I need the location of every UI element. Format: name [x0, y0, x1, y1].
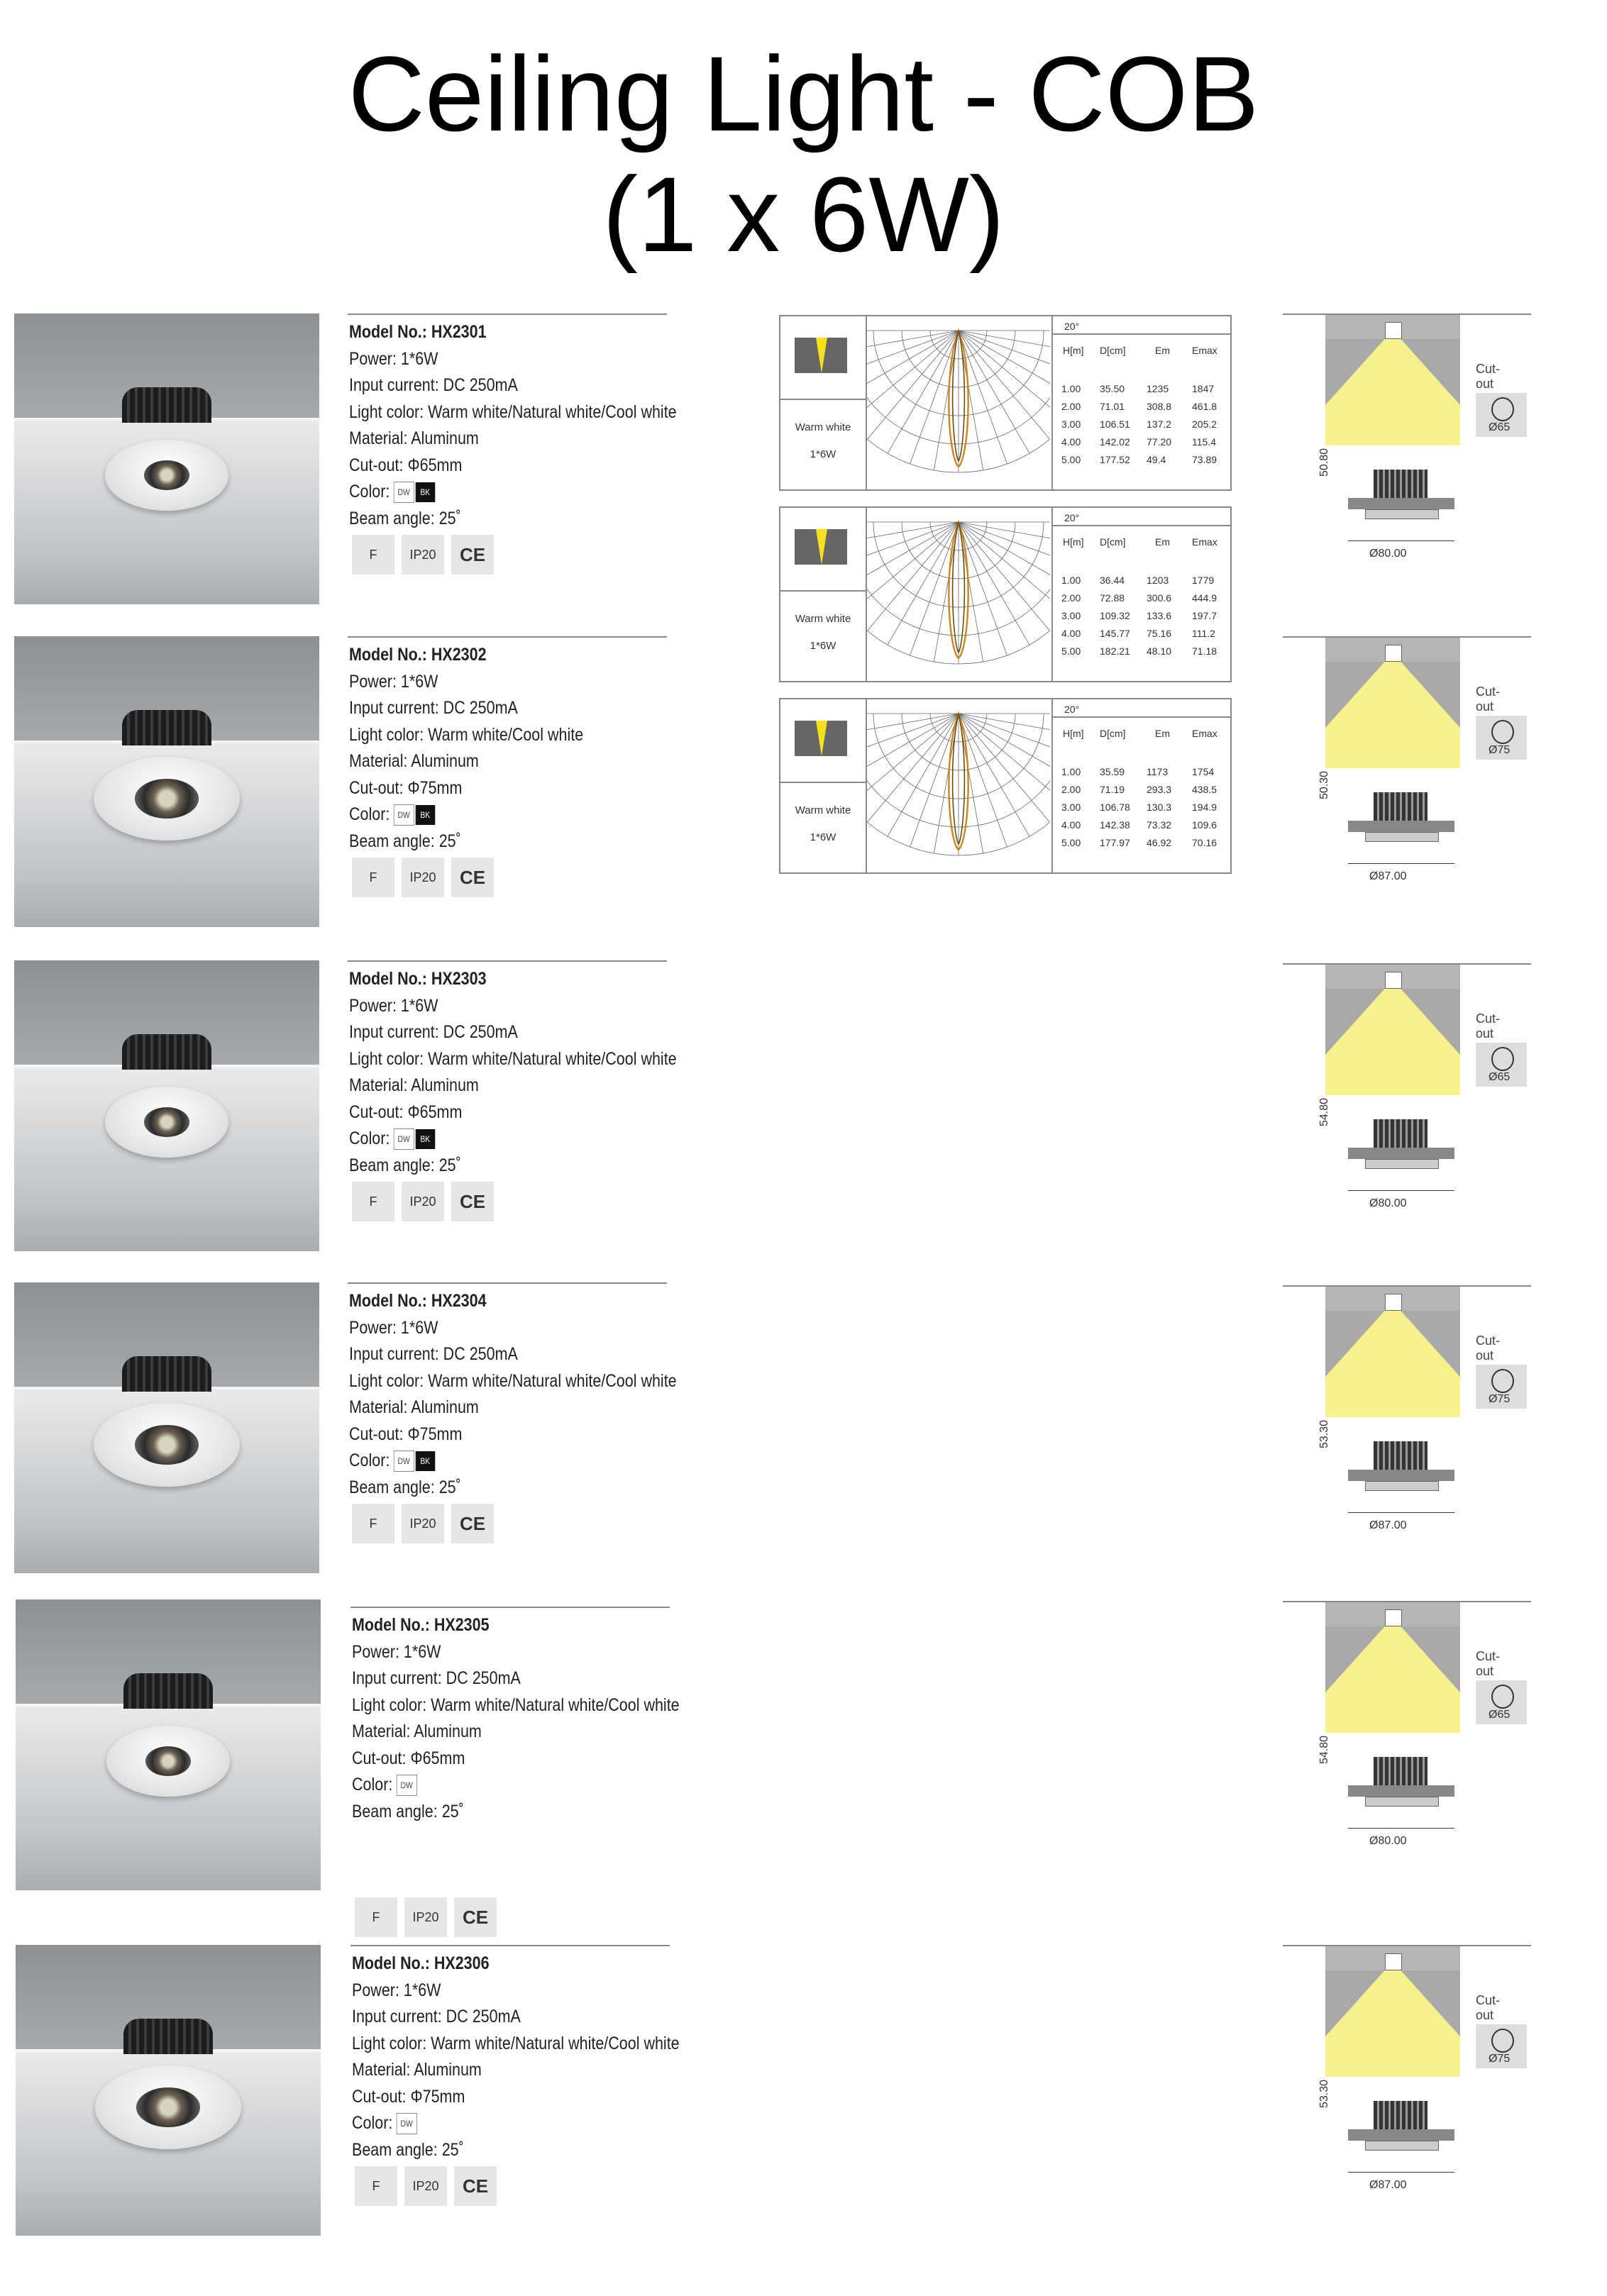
photometric-panel — [779, 698, 1232, 874]
cutout-symbol-icon — [1491, 720, 1514, 744]
cutout-line: Cut-out: Φ65mm — [352, 1748, 465, 1768]
swatch-bk: BK — [415, 1451, 435, 1471]
model-number: HX2302 — [431, 645, 487, 665]
table-cell: 71.18 — [1192, 645, 1217, 657]
cutout-symbol-icon — [1491, 397, 1514, 421]
cutout-box — [1476, 1365, 1527, 1409]
table-angle: 20° — [1064, 321, 1080, 332]
spec-rule — [350, 1945, 670, 1946]
light-trim — [95, 2065, 241, 2149]
fixture-icon — [1385, 972, 1402, 989]
installation-diagram — [1283, 1945, 1511, 2229]
ip-rating-badge: IP20 — [402, 535, 444, 575]
ce-mark-icon: CE — [454, 2166, 497, 2206]
table-cell: 1779 — [1192, 575, 1215, 586]
material-line: Material: Aluminum — [349, 1397, 479, 1417]
heatsink — [122, 1034, 211, 1070]
table-cell: 145.77 — [1100, 628, 1130, 639]
model-number: HX2301 — [431, 322, 487, 342]
photometric-label — [780, 316, 867, 489]
swatch-bk: BK — [415, 482, 435, 502]
model-number: HX2306 — [433, 1953, 490, 1973]
fixture-icon — [1385, 1953, 1402, 1970]
table-cell: 70.16 — [1192, 837, 1217, 848]
swatch-dw: DW — [397, 2113, 417, 2134]
heatsink — [122, 387, 211, 423]
table-cell: 2.00 — [1061, 592, 1081, 604]
height-dimension: 53.30 — [1318, 2079, 1330, 2108]
table-cell: 75.16 — [1147, 628, 1172, 639]
table-cell: 300.6 — [1147, 592, 1172, 604]
fixture-icon — [1385, 1294, 1402, 1311]
cutout-label: Cut-out — [1476, 1993, 1501, 2022]
light-lens — [144, 460, 189, 490]
table-cell: 71.19 — [1100, 784, 1125, 795]
beam-illustration — [1325, 965, 1460, 1095]
table-cell: 1173 — [1147, 766, 1169, 777]
width-line — [1348, 863, 1454, 864]
ce-mark-icon: CE — [451, 858, 494, 897]
table-cell: 177.97 — [1100, 837, 1130, 848]
fixture-drawing — [1348, 1757, 1454, 1821]
color-temp-label: Warm white — [795, 804, 851, 816]
spec-rule — [348, 1282, 667, 1284]
product-photo — [16, 1599, 321, 1890]
light-trim — [106, 1726, 230, 1797]
table-cell: 293.3 — [1147, 784, 1172, 795]
col-d: D[cm] — [1100, 728, 1126, 739]
model-number: HX2305 — [433, 1615, 490, 1635]
table-cell: 5.00 — [1061, 645, 1081, 657]
table-cell: 77.20 — [1147, 436, 1172, 448]
table-cell: 444.9 — [1192, 592, 1217, 604]
table-cell: 4.00 — [1061, 436, 1081, 448]
spec-rule — [348, 314, 667, 315]
color-temp-label: Warm white — [795, 613, 851, 625]
table-cell: 2.00 — [1061, 784, 1081, 795]
input-line: Input current: DC 250mA — [352, 2007, 521, 2026]
cutout-symbol-icon — [1491, 1369, 1514, 1393]
cert-badges — [352, 858, 494, 897]
swatch-dw: DW — [394, 1128, 414, 1150]
fire-rating-icon: F — [352, 1504, 394, 1543]
product-photo — [14, 636, 319, 927]
table-cell: 106.78 — [1100, 802, 1130, 813]
ce-mark-icon: CE — [451, 535, 494, 575]
light-color-line: Light color: Warm white/Natural white/Cool white — [352, 1695, 680, 1715]
cutout-box — [1476, 716, 1527, 760]
ip-rating-badge: IP20 — [404, 1897, 447, 1937]
model-line: Model No.: HX2301 — [349, 322, 487, 342]
heatsink — [122, 710, 211, 745]
light-trim — [94, 757, 240, 841]
model-number: HX2304 — [431, 1291, 487, 1311]
input-line: Input current: DC 250mA — [349, 375, 518, 395]
product-photo — [14, 314, 319, 604]
table-cell: 35.50 — [1100, 383, 1125, 394]
cutout-label: Cut-out — [1476, 1649, 1501, 1678]
swatch-dw: DW — [397, 1775, 417, 1796]
material-line: Material: Aluminum — [352, 2060, 482, 2080]
cutout-box — [1476, 1043, 1527, 1087]
col-h: H[m] — [1063, 728, 1084, 739]
cutout-box — [1476, 393, 1527, 437]
heatsink — [123, 1673, 213, 1709]
table-cell: 111.2 — [1192, 628, 1215, 639]
cert-badges — [355, 2166, 497, 2206]
height-dimension: 50.30 — [1318, 770, 1330, 799]
installation-diagram — [1283, 314, 1511, 597]
table-cell: 197.7 — [1192, 610, 1217, 621]
col-em: Em — [1155, 728, 1170, 739]
table-cell: 5.00 — [1061, 837, 1081, 848]
table-cell: 1754 — [1192, 766, 1215, 777]
table-cell: 461.8 — [1192, 401, 1217, 412]
width-dimension: Ø80.00 — [1369, 1835, 1407, 1847]
fixture-drawing — [1348, 470, 1454, 533]
page-title-line-1: Ceiling Light - COB — [348, 34, 1259, 153]
table-cell: 109.32 — [1100, 610, 1130, 621]
cutout-diameter: Ø75 — [1489, 2053, 1511, 2065]
height-dimension: 53.30 — [1318, 1419, 1330, 1448]
material-line: Material: Aluminum — [349, 428, 479, 448]
cert-badges — [352, 1504, 494, 1543]
light-color-line: Light color: Warm white/Natural white/Cool white — [352, 2033, 680, 2053]
light-trim — [94, 1403, 240, 1487]
table-cell: 115.4 — [1192, 436, 1216, 448]
table-cell: 142.38 — [1100, 819, 1130, 831]
table-cell: 3.00 — [1061, 802, 1081, 813]
swatch-bk: BK — [415, 1129, 435, 1149]
color-line: Color: DW BK — [349, 479, 677, 506]
installation-diagram — [1283, 1601, 1511, 1885]
cutout-label: Cut-out — [1476, 684, 1501, 714]
beam-icon — [795, 338, 847, 373]
fixture-icon — [1385, 1609, 1402, 1626]
material-line: Material: Aluminum — [349, 1075, 479, 1095]
beam-illustration — [1325, 315, 1460, 445]
fixture-icon — [1385, 645, 1402, 662]
table-cell: 3.00 — [1061, 610, 1081, 621]
width-dimension: Ø87.00 — [1369, 870, 1407, 882]
col-emax: Emax — [1192, 345, 1217, 356]
col-emax: Emax — [1192, 536, 1217, 548]
cutout-diameter: Ø75 — [1489, 1393, 1511, 1405]
light-trim — [105, 440, 228, 511]
power-line: Power: 1*6W — [352, 1641, 441, 1662]
beam-illustration — [1325, 1946, 1460, 2077]
table-cell: 1.00 — [1061, 575, 1081, 586]
spec-rule — [348, 636, 667, 638]
model-number: HX2303 — [431, 969, 487, 989]
power-line: Power: 1*6W — [349, 348, 438, 369]
input-line: Input current: DC 250mA — [349, 1344, 518, 1364]
power-label: 1*6W — [810, 640, 836, 652]
table-cell: 182.21 — [1100, 645, 1130, 657]
product-photo — [14, 1282, 319, 1573]
light-lens — [135, 779, 199, 819]
fixture-drawing — [1348, 1119, 1454, 1183]
polar-diagram — [867, 699, 1050, 872]
color-line: Color: DW BK — [349, 1448, 677, 1475]
power-line: Power: 1*6W — [349, 995, 438, 1016]
width-line — [1348, 1512, 1454, 1513]
height-dimension: 54.80 — [1318, 1097, 1330, 1126]
illuminance-table — [1051, 699, 1232, 872]
swatch-dw: DW — [394, 1451, 414, 1472]
model-line: Model No.: HX2304 — [349, 1291, 487, 1311]
cutout-symbol-icon — [1491, 2029, 1514, 2053]
light-trim — [105, 1087, 228, 1158]
cutout-line: Cut-out: Φ75mm — [349, 1424, 463, 1444]
col-d: D[cm] — [1100, 536, 1126, 548]
installation-diagram — [1283, 963, 1511, 1247]
table-cell: 133.6 — [1147, 610, 1172, 621]
cutout-box — [1476, 1680, 1527, 1724]
table-cell: 106.51 — [1100, 418, 1130, 430]
material-line: Material: Aluminum — [349, 751, 479, 771]
material-line: Material: Aluminum — [352, 1721, 482, 1741]
cutout-label: Cut-out — [1476, 362, 1501, 391]
polar-diagram — [867, 316, 1050, 489]
ip-rating-badge: IP20 — [404, 2166, 447, 2206]
table-cell: 438.5 — [1192, 784, 1217, 795]
light-color-line: Light color: Warm white/Natural white/Cool white — [349, 1370, 677, 1391]
polar-diagram — [867, 508, 1050, 681]
ce-mark-icon: CE — [451, 1182, 494, 1221]
page-title-line-2: (1 x 6W) — [602, 155, 1005, 274]
ce-mark-icon: CE — [454, 1897, 497, 1937]
table-cell: 130.3 — [1147, 802, 1172, 813]
table-cell: 109.6 — [1192, 819, 1217, 831]
light-color-line: Light color: Warm white/Natural white/Cool white — [349, 401, 677, 422]
power-line: Power: 1*6W — [349, 1317, 438, 1338]
cutout-line: Cut-out: Φ65mm — [349, 1102, 463, 1122]
color-temp-label: Warm white — [795, 421, 851, 433]
height-dimension: 54.80 — [1318, 1735, 1330, 1764]
width-dimension: Ø87.00 — [1369, 1519, 1407, 1531]
illuminance-table — [1051, 508, 1232, 681]
width-line — [1348, 1828, 1454, 1829]
spec-rule — [348, 960, 667, 962]
swatch-bk: BK — [415, 805, 435, 825]
color-line: Color: DW BK — [349, 802, 583, 828]
fire-rating-icon: F — [352, 858, 394, 897]
width-line — [1348, 540, 1454, 541]
fire-rating-icon: F — [352, 535, 394, 575]
fixture-drawing — [1348, 792, 1454, 856]
swatch-dw: DW — [394, 482, 414, 503]
width-dimension: Ø80.00 — [1369, 1197, 1407, 1209]
beam-line: Beam angle: 25˚ — [352, 2139, 464, 2160]
width-dimension: Ø87.00 — [1369, 2179, 1407, 2191]
table-cell: 73.32 — [1147, 819, 1172, 831]
table-angle: 20° — [1064, 704, 1080, 715]
beam-line: Beam angle: 25˚ — [349, 1155, 461, 1175]
fire-rating-icon: F — [355, 1897, 397, 1937]
table-cell: 1203 — [1147, 575, 1169, 586]
cert-badges — [355, 1897, 497, 1937]
cutout-diameter: Ø65 — [1489, 1709, 1511, 1721]
table-cell: 35.59 — [1100, 766, 1125, 777]
product-photo — [14, 960, 319, 1251]
beam-line: Beam angle: 25˚ — [349, 508, 461, 528]
product-photo — [16, 1945, 321, 2236]
swatch-dw: DW — [394, 804, 414, 826]
heatsink — [122, 1356, 211, 1392]
table-cell: 137.2 — [1147, 418, 1172, 430]
table-cell: 4.00 — [1061, 628, 1081, 639]
beam-icon — [795, 529, 847, 565]
col-h: H[m] — [1063, 536, 1084, 548]
col-em: Em — [1155, 345, 1170, 356]
cutout-diameter: Ø65 — [1489, 1071, 1511, 1083]
ip-rating-badge: IP20 — [402, 1182, 444, 1221]
photometric-panel — [779, 506, 1232, 682]
color-line: Color: DW — [352, 2110, 680, 2137]
cutout-line: Cut-out: Φ65mm — [349, 455, 463, 475]
beam-illustration — [1325, 1602, 1460, 1733]
beam-illustration — [1325, 638, 1460, 768]
light-lens — [144, 1107, 189, 1137]
width-line — [1348, 1190, 1454, 1191]
table-cell: 1235 — [1147, 383, 1169, 394]
table-cell: 2.00 — [1061, 401, 1081, 412]
photometric-label — [780, 508, 867, 681]
table-cell: 1.00 — [1061, 766, 1081, 777]
light-lens — [135, 1425, 199, 1465]
height-dimension: 50.80 — [1318, 448, 1330, 477]
fixture-drawing — [1348, 1441, 1454, 1505]
beam-line: Beam angle: 25˚ — [349, 1477, 461, 1497]
light-lens — [136, 2087, 200, 2127]
col-h: H[m] — [1063, 345, 1084, 356]
power-label: 1*6W — [810, 448, 836, 460]
col-em: Em — [1155, 536, 1170, 548]
table-cell: 46.92 — [1147, 837, 1172, 848]
cutout-symbol-icon — [1491, 1685, 1514, 1709]
installation-diagram — [1283, 1285, 1511, 1569]
fixture-drawing — [1348, 2101, 1454, 2165]
cert-badges — [352, 535, 494, 575]
table-cell: 5.00 — [1061, 454, 1081, 465]
table-cell: 73.89 — [1192, 454, 1217, 465]
beam-line: Beam angle: 25˚ — [349, 831, 461, 851]
ip-rating-badge: IP20 — [402, 1504, 444, 1543]
cutout-box — [1476, 2024, 1527, 2068]
color-line: Color: DW BK — [349, 1126, 677, 1153]
col-emax: Emax — [1192, 728, 1217, 739]
table-cell: 71.01 — [1100, 401, 1125, 412]
table-cell: 177.52 — [1100, 454, 1130, 465]
cutout-line: Cut-out: Φ75mm — [352, 2086, 465, 2107]
power-line: Power: 1*6W — [352, 1980, 441, 2000]
cert-badges — [352, 1182, 494, 1221]
model-line: Model No.: HX2303 — [349, 969, 487, 989]
beam-line: Beam angle: 25˚ — [352, 1801, 464, 1821]
input-line: Input current: DC 250mA — [349, 698, 518, 718]
table-cell: 3.00 — [1061, 418, 1081, 430]
input-line: Input current: DC 250mA — [352, 1668, 521, 1688]
light-color-line: Light color: Warm white/Natural white/Cool white — [349, 1048, 677, 1069]
installation-diagram — [1283, 636, 1511, 920]
table-cell: 194.9 — [1192, 802, 1217, 813]
light-color-line: Light color: Warm white/Cool white — [349, 724, 584, 745]
width-line — [1348, 2172, 1454, 2173]
table-cell: 48.10 — [1147, 645, 1172, 657]
color-line: Color: DW — [352, 1772, 680, 1799]
table-cell: 49.4 — [1147, 454, 1166, 465]
fire-rating-icon: F — [355, 2166, 397, 2206]
ip-rating-badge: IP20 — [402, 858, 444, 897]
table-cell: 4.00 — [1061, 819, 1081, 831]
cutout-label: Cut-out — [1476, 1011, 1501, 1041]
power-label: 1*6W — [810, 831, 836, 843]
beam-illustration — [1325, 1287, 1460, 1417]
table-cell: 308.8 — [1147, 401, 1172, 412]
input-line: Input current: DC 250mA — [349, 1022, 518, 1042]
photometric-label — [780, 699, 867, 872]
photometric-panel — [779, 315, 1232, 491]
cutout-line: Cut-out: Φ75mm — [349, 777, 463, 798]
cutout-symbol-icon — [1491, 1047, 1514, 1071]
ce-mark-icon: CE — [451, 1504, 494, 1543]
spec-rule — [350, 1607, 670, 1608]
power-line: Power: 1*6W — [349, 671, 438, 692]
table-cell: 1.00 — [1061, 383, 1081, 394]
cutout-diameter: Ø75 — [1489, 744, 1511, 756]
model-line: Model No.: HX2302 — [349, 645, 487, 665]
heatsink — [123, 2019, 213, 2054]
cutout-label: Cut-out — [1476, 1333, 1501, 1363]
light-lens — [145, 1746, 191, 1776]
cutout-diameter: Ø65 — [1489, 421, 1511, 433]
illuminance-table — [1051, 316, 1232, 489]
model-line: Model No.: HX2306 — [352, 1953, 490, 1973]
beam-icon — [795, 721, 847, 756]
table-cell: 1847 — [1192, 383, 1215, 394]
table-angle: 20° — [1064, 512, 1080, 523]
table-cell: 36.44 — [1100, 575, 1125, 586]
fixture-icon — [1385, 322, 1402, 339]
table-cell: 72.88 — [1100, 592, 1125, 604]
width-dimension: Ø80.00 — [1369, 548, 1407, 560]
fire-rating-icon: F — [352, 1182, 394, 1221]
model-line: Model No.: HX2305 — [352, 1615, 490, 1635]
table-cell: 142.02 — [1100, 436, 1130, 448]
col-d: D[cm] — [1100, 345, 1126, 356]
table-cell: 205.2 — [1192, 418, 1217, 430]
